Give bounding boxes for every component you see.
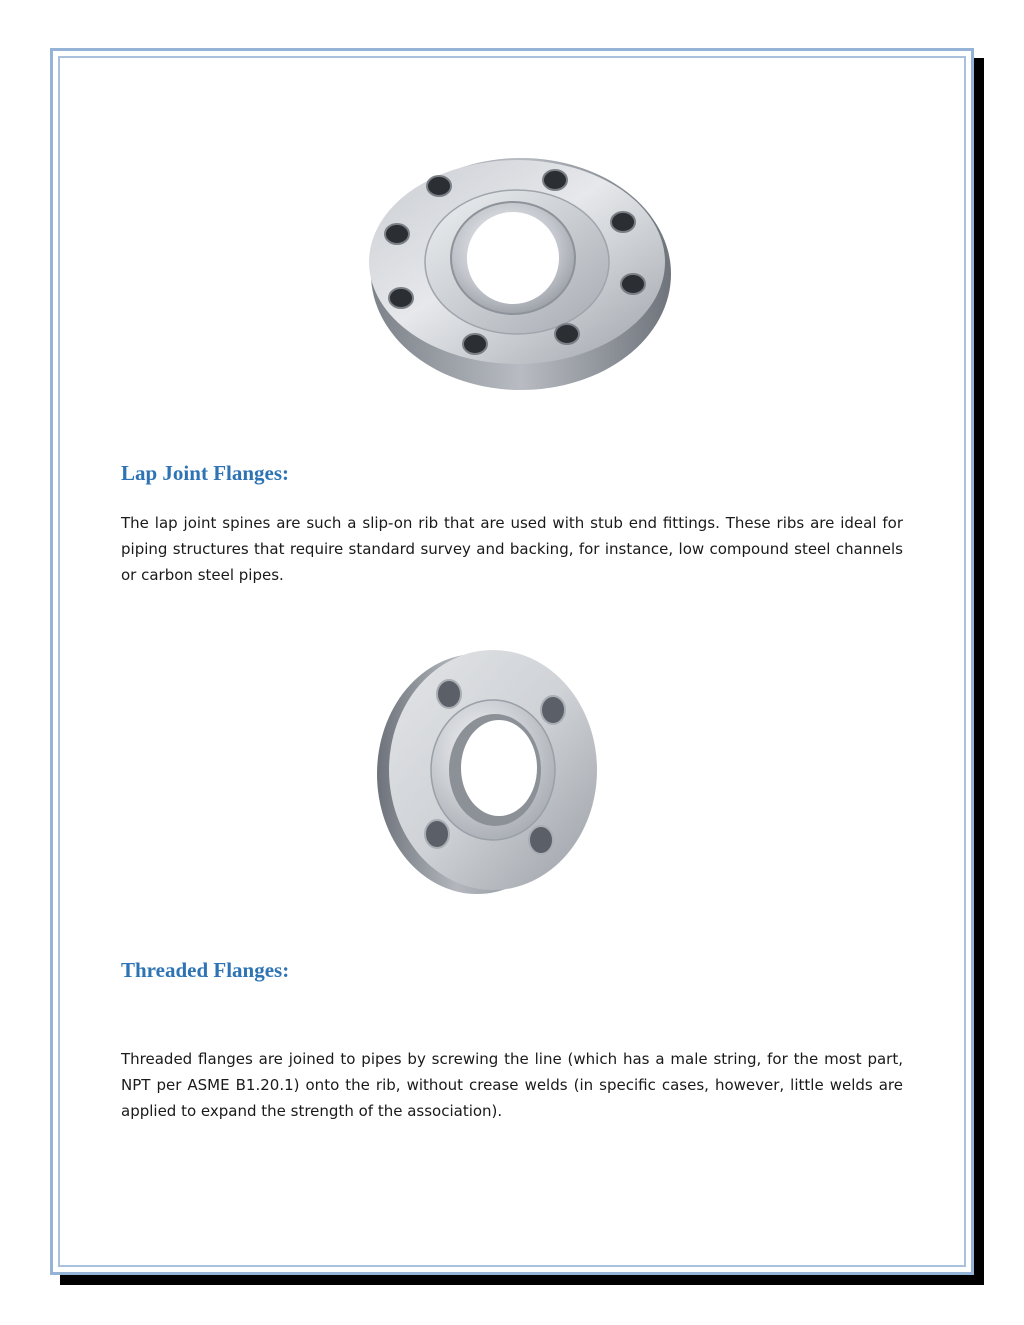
four-bolt-flange-photo — [373, 648, 601, 896]
section-body-threaded: Threaded flanges are joined to pipes by screwing the line (which has a male string, for the most part, NPT per ASME B1.20.1) onto the rib, without crease welds (in specific cases, however, little welds are applied to expand the strength of the association). — [121, 1050, 903, 1120]
section-heading-lap-joint: Lap Joint Flanges: — [121, 461, 290, 485]
section-heading-threaded: Threaded Flanges: — [121, 958, 290, 982]
eight-bolt-flange-photo — [367, 158, 675, 404]
section-body-lap-joint: The lap joint spines are such a slip-on rib that are used with stub end fittings. These ribs are ideal for piping structures that require standard survey and backing, for instance, low compound steel channels or carbon steel pipes. — [121, 514, 903, 584]
